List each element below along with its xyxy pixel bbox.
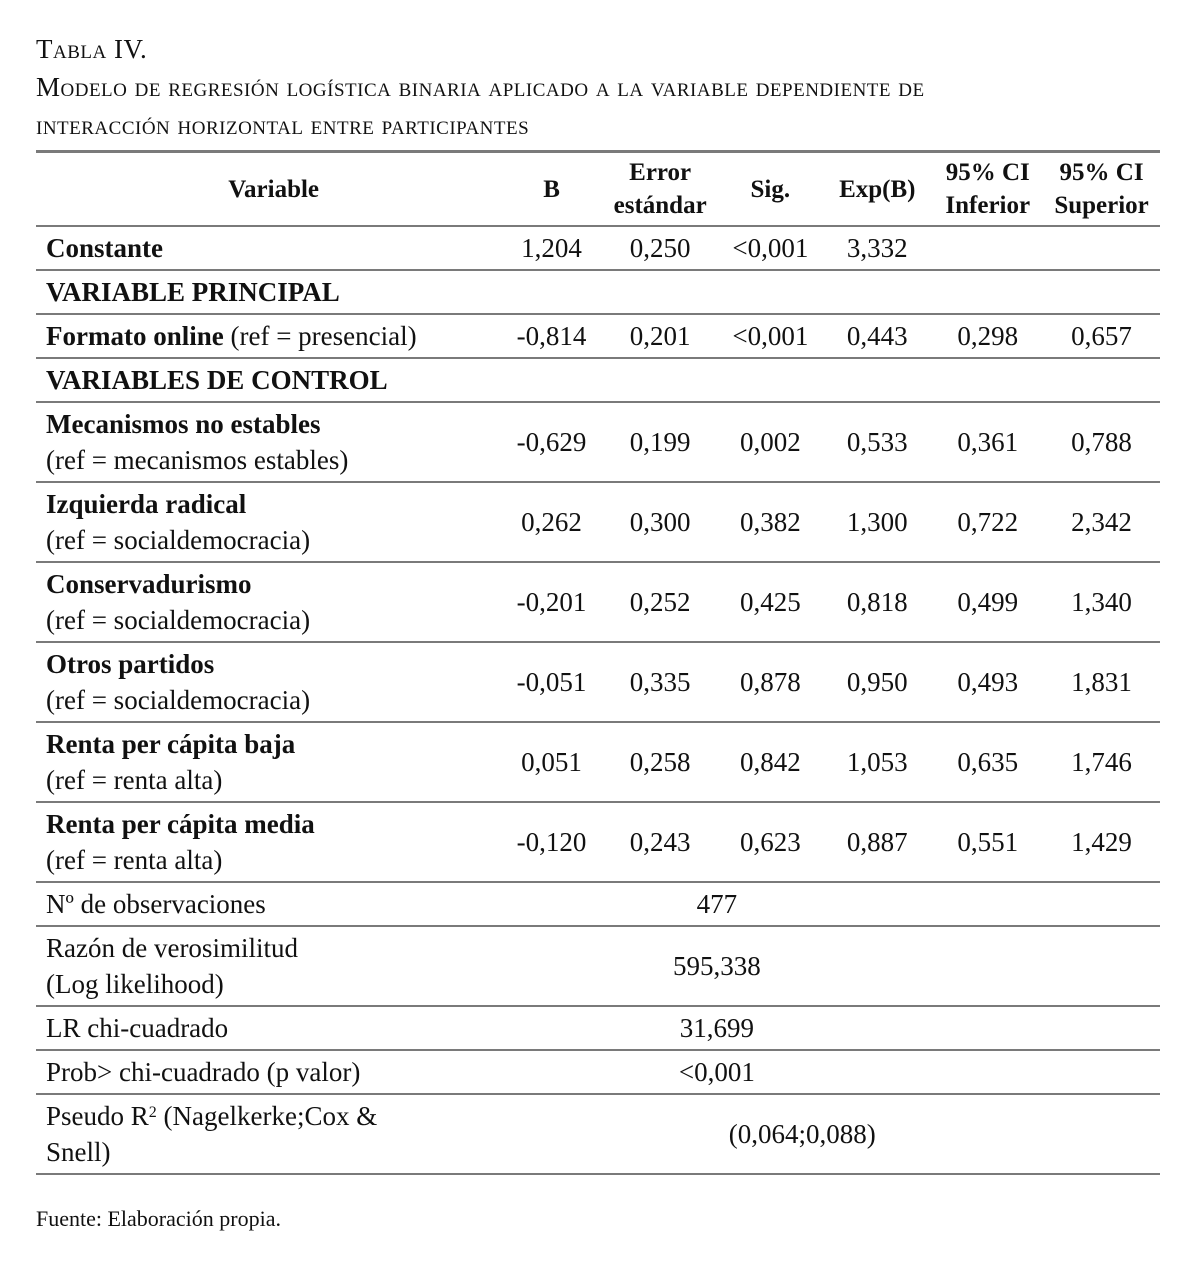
- stat-row-log-likelihood: Razón de verosimilitud (Log likelihood) 595,338: [36, 926, 1160, 1006]
- header-ci-lower: 95% CI Inferior: [945, 159, 1031, 219]
- regression-table: [36, 150, 1160, 1175]
- section-main: VARIABLE PRINCIPAL: [36, 270, 1160, 314]
- stat-row-pseudo-r2: Pseudo $R^2$ (Nagelkerke;Cox & Snell) (0,064;0,088): [36, 1094, 1160, 1174]
- table-row-constant: Constante 1,204 0,250 <0,001 3,332: [36, 226, 1160, 270]
- table-caption: [36, 30, 1166, 144]
- header-b: B: [543, 175, 560, 203]
- table-row: Otros partidos (ref = socialdemocracia) -0,051 0,335 0,878 0,950 0,493 1,831: [36, 642, 1160, 722]
- table-row: Mecanismos no estables (ref = mecanismos estables) -0,629 0,199 0,002 0,533 0,361 0,788: [36, 402, 1160, 482]
- table-row: Renta per cápita media (ref = renta alta) -0,120 0,243 0,623 0,887 0,551 1,429: [36, 802, 1160, 882]
- source-note: Fuente: Elaboración propia.: [36, 1206, 281, 1231]
- stat-row-p-value: Prob> chi-cuadrado (p valor) <0,001: [36, 1050, 1160, 1094]
- header-expb: Exp(B): [839, 175, 916, 203]
- stat-row-observations: Nº de observaciones 477: [36, 882, 1160, 926]
- table-row-formato-online: Formato online (ref = presencial) -0,814 0,201 <0,001 0,443 0,298 0,657: [36, 314, 1160, 358]
- table-title-line-2: interacción horizontal entre participantes: [36, 110, 530, 140]
- table-title-line-1: Modelo de regresión logística binaria aplicado a la variable dependiente de: [36, 72, 925, 102]
- header-ci-upper: 95% CI Superior: [1054, 159, 1149, 219]
- table-label: Tabla IV.: [36, 34, 148, 64]
- section-control: VARIABLES DE CONTROL: [36, 358, 1160, 402]
- table-row: Renta per cápita baja (ref = renta alta) 0,051 0,258 0,842 1,053 0,635 1,746: [36, 722, 1160, 802]
- stat-row-lr-chi2: LR chi-cuadrado 31,699: [36, 1006, 1160, 1050]
- table-row: Izquierda radical (ref = socialdemocracia) 0,262 0,300 0,382 1,300 0,722 2,342: [36, 482, 1160, 562]
- header-se: Error estándar: [613, 159, 707, 219]
- header-variable: Variable: [228, 175, 320, 203]
- header-row: [36, 152, 1160, 227]
- table-row: Conservadurismo (ref = socialdemocracia) -0,201 0,252 0,425 0,818 0,499 1,340: [36, 562, 1160, 642]
- header-sig: Sig.: [750, 175, 791, 203]
